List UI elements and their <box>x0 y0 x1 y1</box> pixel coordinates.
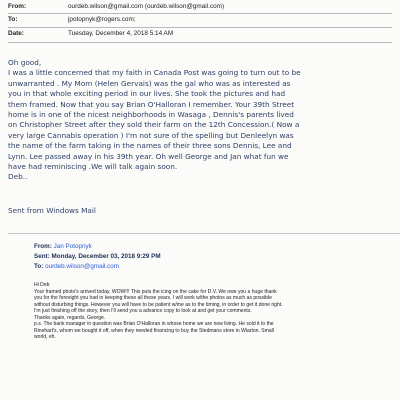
from-label: From: <box>8 3 27 10</box>
quoted-body <box>34 282 396 341</box>
quoted-to-label: To: <box>34 263 44 270</box>
reply-line: very large Cannabis operation ) I'm not sure of the spelling but Denleelyn was <box>8 130 294 140</box>
from-row <box>0 0 400 14</box>
reply-line: them framed. Now that you say Brian O'Halloran I remember. Your 39th Street <box>8 99 295 109</box>
quoted-line: without disturbing things. However you will have to be patient w/me as to the timing, in order to get it done right. <box>34 301 283 308</box>
date-row <box>0 27 400 41</box>
quoted-sent-row <box>34 253 161 260</box>
signature-text: Sent from Windows Mail <box>8 206 96 215</box>
to-value: jpotopnyk@rogers.com; <box>68 16 136 23</box>
reply-line: Deb.. <box>8 172 28 182</box>
signature <box>8 206 400 216</box>
quoted-from-row <box>34 243 92 250</box>
reply-line: Oh good, <box>8 58 42 67</box>
quoted-line: Thanks again, regards, George. <box>34 314 106 321</box>
reply-line: home is in one of the nicest neighborhoods in Wasaga , Dennis's parents lived <box>8 110 294 120</box>
reply-body <box>8 58 400 183</box>
reply-line: the name of the farm taking in the names of their three sons Dennis, Lee and <box>8 141 292 151</box>
quoted-line: world, eh. <box>34 334 56 341</box>
quoted-line: Hi Deb <box>34 282 50 288</box>
reply-line: unwarranted . My Mom (Helen Gervais) was the gal who was as interested as <box>8 78 291 88</box>
reply-line: have had reminiscing .We will talk again soon. <box>8 162 178 172</box>
reply-line: on Christopher Street after they sold their farm on the 12th Concession.( Now a <box>8 120 300 130</box>
quoted-line: Rinehart's, whom we bought it off, when they needed financing to buy the Stedmans store in Wiarton. Small <box>34 327 274 334</box>
header-divider <box>8 42 392 43</box>
date-label: Date: <box>8 30 24 37</box>
quoted-sent-label: Sent: <box>34 253 50 260</box>
to-row <box>0 13 400 27</box>
reply-line: you in that whole exciting period in our lives. She took the pictures and had <box>8 89 286 99</box>
quoted-from-label: From: <box>34 243 52 250</box>
quoted-to-link[interactable]: ourdeb.wilson@gmail.com <box>45 263 120 270</box>
to-label: To: <box>8 16 18 23</box>
quoted-line: you for the foresight you had in keeping these all these years. I will work w/the photos as much as possible <box>34 295 272 302</box>
quote-separator <box>8 233 400 234</box>
from-value: ourdeb.wilson@gmail.com (ourdeb.wilson@gmail.com) <box>68 3 225 10</box>
quoted-line: Your framed photo's arrived today. WOW!!! This puts the icing on the cake for D.V. We owe you a huge thank <box>34 288 277 295</box>
reply-line: I was a little concerned that my faith in Canada Post was going to turn out to be <box>8 68 301 78</box>
quoted-line: I'm just finishing off the story, then I'll send you a advance copy to look at and get your comments. <box>34 308 252 315</box>
quoted-from-link[interactable]: Jan Potopnyk <box>53 243 92 250</box>
quoted-to-row <box>34 263 119 270</box>
date-value: Tuesday, December 4, 2018 5:14 AM <box>68 30 174 37</box>
reply-line: Lynn. Lee passed away in his 39th year. Oh well George and Jan what fun we <box>8 151 289 161</box>
quoted-sent-value: Monday, December 03, 2018 9:29 PM <box>51 253 161 260</box>
quoted-line: p.s. The bank manager in question was Brian O'Halloran in whose home we are now living. He sold it to the <box>34 321 274 328</box>
